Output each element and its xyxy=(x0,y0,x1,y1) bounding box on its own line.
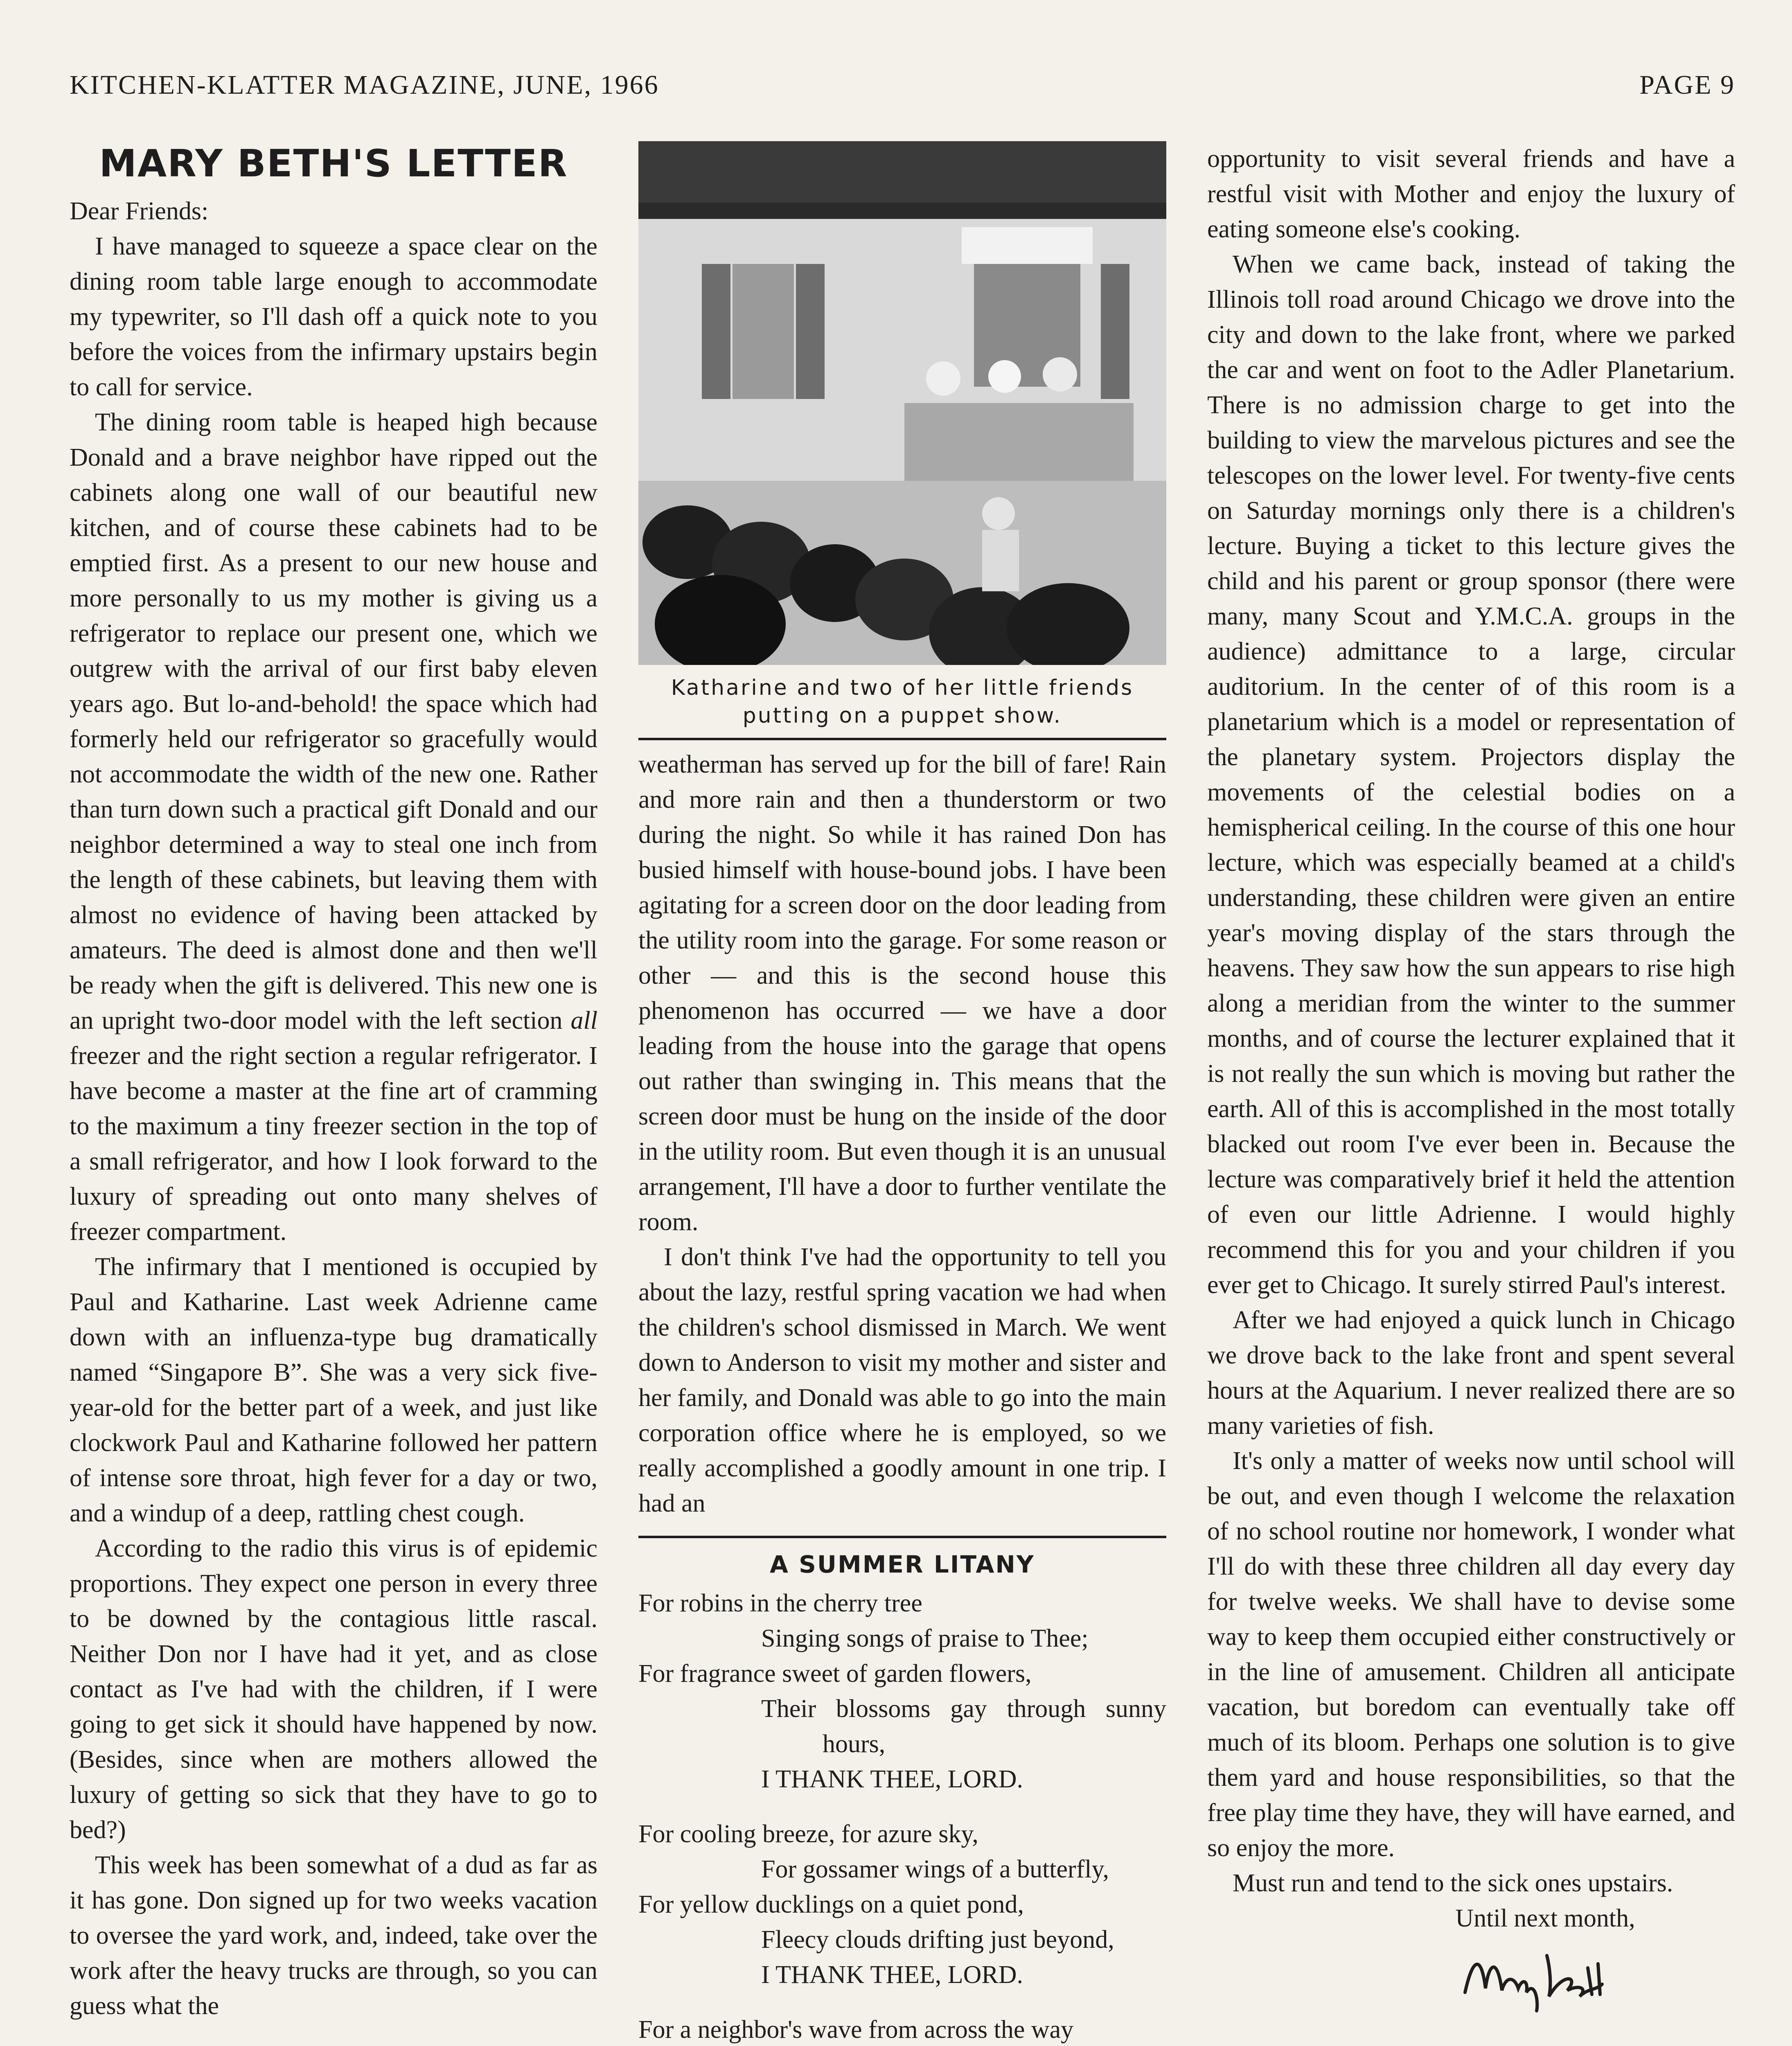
shutter-right xyxy=(796,264,825,399)
paragraph: It's only a matter of weeks now until school will be out, and even though I welcome the relaxation of no school routine nor homework, I wonder what I'll do with these three children all day every day for twelve weeks. We shall have to devise some way to keep them occupied either constructively or in the line of amusement. Children all anticipate vacation, but boredom can eventually take off much of its bloom. Perhaps one solution is to give them yard and house responsibilities, so that the free play time they have, they will have earned, and so enjoy the more. xyxy=(1207,1447,1735,1862)
letter-title: MARY BETH'S LETTER xyxy=(99,142,568,185)
text-run: freezer and the right section a regular refrigerator. I have become a master at the fine art of cramming to the maximum a tiny freezer section in the top of a small refrigerator, and how I look forward to the luxury of spreading out onto many shelves of freezer compartment. xyxy=(70,1042,597,1246)
column-2 xyxy=(638,141,1166,2046)
poem-line: I THANK THEE, LORD. xyxy=(761,1961,1023,1989)
shutter-far-right xyxy=(1101,264,1129,399)
page-number: PAGE 9 xyxy=(1639,70,1735,100)
paragraph: The infirmary that I mentioned is occupied by Paul and Katharine. Last week Adrienne came down with an influenza-type bug dramatically named “Singapore B”. She was a very sick five-year-old for the better part of a week, and just like clockwork Paul and Katharine followed her pattern of intense sore throat, high fever for a day or two, and a windup of a deep, rattling chest cough. xyxy=(70,1253,597,1527)
poem-title: A SUMMER LITANY xyxy=(770,1550,1035,1578)
paragraph: weatherman has served up for the bill of fare! Rain and more rain and then a thunderstorm or two during the night. So while it has rained Don has busied himself with house-bound jobs. I have been agitating for a screen door on the door leading from the utility room into the garage. For some reason or other — and this is the second house this phenomenon has occurred — we have a door leading from the house into the garage that opens out rather than swinging in. This means that the screen door must be hung on the inside of the door in the utility room. But even though it is an unusual arrangement, I'll have a door to further ventilate the room. xyxy=(638,750,1166,1236)
poem-line: Singing songs of praise to Thee; xyxy=(761,1625,1089,1652)
paragraph: I don't think I've had the opportunity to tell you about the lazy, restful spring vacation we had when the children's school dismissed in March. We went down to Anderson to visit my mother and sister and her family, and Donald was able to go into the main corporation office where he is employed, so we really accomplished a goodly amount in one trip. I had an xyxy=(638,1243,1166,1517)
window-left xyxy=(733,264,794,399)
paragraph: I have managed to squeeze a space clear on the dining room table large enough to accommodate my typewriter, so I'll dash off a quick note to you before the voices from the infirmary upstairs begin to call for service. xyxy=(70,232,597,401)
stanza-gap xyxy=(638,1797,1166,1816)
child-head xyxy=(982,497,1015,530)
salutation: Dear Friends: xyxy=(70,197,209,225)
text-run: The dining room table is heaped high because Donald and a brave neighbor have ripped out the cabinets along one wall of our beautiful new kitchen, and of course these cabinets had to be emptied first. As a present to our new house and more personally to us my mother is giving us a refrigerator to replace our present one, which we outgrew with the arrival of our first baby eleven years ago. But lo-and-behold! the space which had formerly held our refrigerator so gracefully would not accommodate the width of the new one. Rather than turn down such a practical gift Donald and our neighbor determined a way to steal one inch from the length of these cabinets, but leaving them with almost no evidence of having been attacked by amateurs. The deed is almost done and then we'll be ready when the gift is delivered. This new one is an upright two-door model with the left section xyxy=(70,408,597,1034)
magazine-title: KITCHEN-KLATTER MAGAZINE, JUNE, 1966 xyxy=(70,70,659,100)
stanza-gap xyxy=(638,1992,1166,2012)
shutter-left xyxy=(702,264,730,399)
paragraph: This week has been somewhat of a dud as far as it has gone. Don signed up for two weeks vacation to oversee the yard work, and, indeed, take over the work after the heavy trucks are through, so you can guess what the xyxy=(70,1851,597,2020)
puppet-show-photo xyxy=(638,141,1166,665)
paragraph: opportunity to visit several friends and have a restful visit with Mother and enjoy the luxury of eating someone else's cooking. xyxy=(1207,145,1735,243)
divider xyxy=(638,1536,1166,1538)
paragraph xyxy=(70,405,597,1249)
photo-illustration xyxy=(638,141,1166,665)
puppet-head xyxy=(988,360,1021,393)
page-header xyxy=(70,70,1735,119)
puppet-head xyxy=(1043,357,1077,392)
paragraph: After we had enjoyed a quick lunch in Chicago we drove back to the lake front and spent several hours at the Aquarium. I never realized there are so many varieties of fish. xyxy=(1207,1306,1735,1440)
column-1 xyxy=(70,141,597,2046)
poem-line: For gossamer wings of a butterfly, xyxy=(761,1855,1109,1883)
signature-mark xyxy=(1457,1939,1612,2017)
poem-line: For fragrance sweet of garden flowers, xyxy=(638,1660,1032,1688)
divider xyxy=(638,738,1166,740)
column-3 xyxy=(1207,141,1735,2046)
poem-line: For yellow ducklings on a quiet pond, xyxy=(638,1891,1024,1918)
poem-line: Their blossoms gay through sunny hours, xyxy=(761,1695,1166,1758)
poem-line: I THANK THEE, LORD. xyxy=(761,1765,1023,1793)
photo-caption: Katharine and two of her little friends putting on a puppet show. xyxy=(671,676,1134,728)
poem-line: For robins in the cherry tree xyxy=(638,1589,922,1617)
porch-canopy xyxy=(962,227,1093,264)
poem-line: For a neighbor's wave from across the way xyxy=(638,2016,1074,2044)
poem-line: Fleecy clouds drifting just beyond, xyxy=(761,1926,1114,1954)
poem-line: For cooling breeze, for azure sky, xyxy=(638,1820,978,1848)
paragraph: When we came back, instead of taking the Illinois toll road around Chicago we drove into the city and down to the lake front, where we parked the car and went on foot to the Adler Planetarium. There is no admission charge to get into the building to view the marvelous pictures and see the telescopes on the lower level. For twenty-five cents on Saturday mornings only there is a children's lecture. Buying a ticket to this lecture gives the child and his parent or group sponsor (there were many, many Scout and Y.M.C.A. groups in the audience) admittance to a large, circular auditorium. In the center of of this room is a planetarium which is a model or representation of the planetary system. Projectors display the movements of the celestial bodies on a hemispherical ceiling. In the course of this one hour lecture, which was especially beamed at a child's understanding, these children were given an entire year's moving display of the stars through the heavens. They saw how the sun appears to rise high along a meridian from the winter to the summer months, and of course the lecturer explained that it is not really the sun which is moving but rather the earth. All of this is accomplished in the most totally blacked out room I've ever been in. Because the lecture was comparatively brief it held the attention of even our little Adrienne. I would highly recommend this for you and your children if you ever get to Chicago. It surely stirred Paul's interest. xyxy=(1207,250,1735,1299)
closing-line: Until next month, xyxy=(1455,1904,1635,1932)
child-shirt xyxy=(982,530,1019,591)
puppet-head xyxy=(926,361,960,396)
paragraph: According to the radio this virus is of epidemic proportions. They expect one person in every three to be downed by the contagious little rascal. Neither Don nor I have had it yet, and as close contact as I've had with the children, if I were going to get sick it should have happened by now. (Besides, since when are mothers allowed the luxury of getting so sick that they have to go to bed?) xyxy=(70,1534,597,1844)
roof-edge xyxy=(638,203,1166,219)
paragraph: Must run and tend to the sick ones upstairs. xyxy=(1233,1869,1673,1897)
signature xyxy=(1207,1939,1735,2017)
emphasis-text: all xyxy=(570,1007,597,1034)
